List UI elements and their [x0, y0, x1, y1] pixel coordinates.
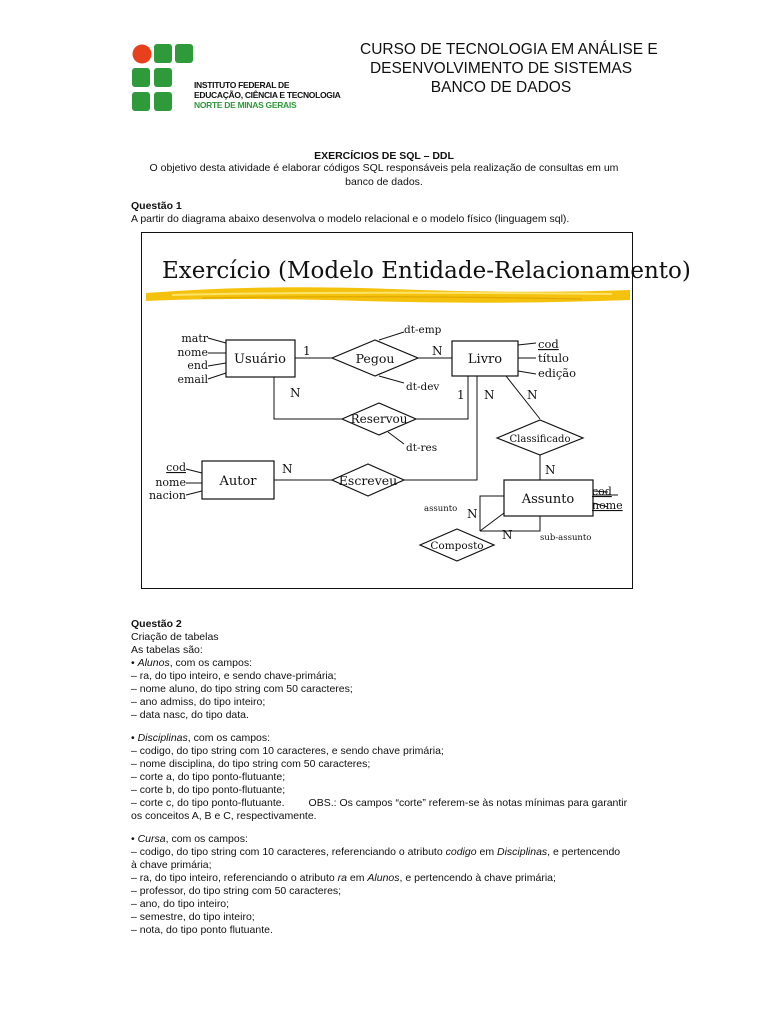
attr-autor-cod: cod [166, 461, 186, 474]
institution-line-2: EDUCAÇÃO, CIÊNCIA E TECNOLOGIA [194, 90, 341, 100]
disciplinas-field-4: – corte b, do tipo ponto-flutuante; [131, 784, 286, 796]
q2-line-2: As tabelas são: [131, 644, 203, 656]
course-heading [360, 40, 658, 97]
cursa-field-1-cont: à chave primária; [131, 859, 212, 871]
disciplinas-obs: OBS.: Os campos “corte” referem-se às notas mínimas para garantir [308, 797, 628, 809]
card-autor-escreveu: N [282, 462, 293, 476]
cursa-field-2: – ra, do tipo inteiro, referenciando o atributo ra em Alunos, e pertencendo à chave primária; [131, 872, 556, 884]
table-disciplinas-heading: • Disciplinas, com os campos: [131, 732, 271, 744]
q1-title: Questão 1 [131, 200, 182, 212]
exercise-title: EXERCÍCIOS DE SQL – DDL [314, 150, 454, 162]
card-livro-escreveu: N [484, 388, 495, 402]
disciplinas-field-2: – nome disciplina, do tipo string com 50 caracteres; [131, 758, 371, 770]
attr-livro-cod: cod [538, 337, 559, 351]
attr-autor-nacion: nacion [148, 489, 186, 502]
cursa-field-5: – semestre, do tipo inteiro; [131, 911, 255, 923]
card-assunto-composto: N [467, 507, 478, 521]
attr-usuario-matr: matr [181, 332, 208, 345]
attr-dt-res: dt-res [406, 442, 438, 454]
card-usuario-reservou: N [290, 386, 301, 400]
card-livro-classificado: N [527, 388, 538, 402]
disciplinas-field-5: – corte c, do tipo ponto-flutuante. OBS.: Os campos “corte” referem-se às notas mínimas para garantir [131, 797, 628, 809]
entity-livro-label: Livro [467, 352, 503, 367]
entity-usuario-label: Usuário [234, 352, 286, 367]
attr-livro-edicao: edição [538, 366, 577, 380]
entity-assunto-label: Assunto [521, 492, 575, 507]
attr-usuario-end: end [187, 359, 208, 372]
institution-line-1: INSTITUTO FEDERAL DE [194, 80, 290, 90]
objective-line-2: banco de dados. [345, 175, 423, 188]
disciplinas-field-3: – corte a, do tipo ponto-flutuante; [131, 771, 286, 783]
card-classificado-assunto: N [545, 463, 556, 477]
disciplinas-obs-2: os conceitos A, B e C, respectivamente. [131, 810, 317, 822]
cursa-field-3: – professor, do tipo string com 50 caracteres; [131, 885, 342, 897]
disciplinas-field-1: – codigo, do tipo string com 10 caracteres, e sendo chave primária; [131, 745, 444, 757]
role-sub-assunto: sub-assunto [540, 533, 592, 543]
alunos-field-1: – ra, do tipo inteiro, e sendo chave-primária; [131, 670, 337, 682]
institution-line-3: NORTE DE MINAS GERAIS [194, 100, 297, 110]
diagram-title: Exercício (Modelo Entidade-Relacionamento) [162, 258, 691, 284]
alunos-field-4: – data nasc, do tipo data. [131, 709, 249, 721]
rel-pegou-label: Pegou [355, 351, 395, 366]
q2-title: Questão 2 [131, 618, 182, 630]
attr-livro-titulo: título [538, 351, 569, 365]
institution-logo [132, 44, 362, 116]
cursa-field-6: – nota, do tipo ponto flutuante. [131, 924, 273, 936]
entity-autor-label: Autor [219, 474, 257, 489]
card-reservou-livro: 1 [457, 388, 465, 402]
attr-assunto-nome: nome [592, 499, 623, 512]
er-diagram [141, 232, 691, 589]
attr-dt-emp: dt-emp [404, 324, 442, 336]
attr-usuario-nome: nome [177, 346, 208, 359]
course-line-3: BANCO DE DADOS [430, 79, 572, 96]
course-line-2: DESENVOLVIMENTO DE SISTEMAS [369, 60, 633, 77]
card-pegou-livro: N [432, 344, 443, 358]
title-underline [146, 287, 630, 303]
cursa-field-1: – codigo, do tipo string com 10 caracteres, referenciando o atributo codigo em Disciplinas, e pertencendo [131, 846, 621, 858]
attr-autor-nome: nome [155, 476, 186, 489]
card-composto-sub: N [502, 528, 513, 542]
rel-reservou-label: Reservou [350, 412, 408, 426]
exercise-objective [140, 162, 628, 189]
q2-line-1: Criação de tabelas [131, 631, 219, 643]
role-assunto: assunto [424, 504, 458, 514]
rel-escreveu-label: Escreveu [338, 473, 398, 488]
card-usuario-pegou: 1 [303, 344, 311, 358]
objective-line-1: O objetivo desta atividade é elaborar códigos SQL responsáveis pela realização de consultas em um [149, 162, 619, 174]
alunos-field-2: – nome aluno, do tipo string com 50 caracteres; [131, 683, 353, 695]
table-name-disciplinas: Disciplinas [137, 732, 188, 744]
cursa-field-4: – ano, do tipo inteiro; [131, 898, 230, 910]
attr-dt-dev: dt-dev [406, 381, 440, 393]
attr-usuario-email: email [177, 373, 208, 386]
table-name-cursa: Cursa [137, 833, 166, 845]
table-alunos-heading: • Alunos, com os campos: [131, 657, 252, 669]
rel-classificado-label: Classificado [509, 434, 571, 445]
alunos-field-3: – ano admiss, do tipo inteiro; [131, 696, 266, 708]
rel-composto-label: Composto [430, 540, 484, 552]
attr-assunto-cod: cod [592, 485, 612, 498]
course-line-1: CURSO DE TECNOLOGIA EM ANÁLISE E [360, 41, 658, 58]
table-name-alunos: Alunos [137, 657, 170, 669]
logo-squares-icon [132, 44, 194, 116]
q1-text: A partir do diagrama abaixo desenvolva o modelo relacional e o modelo físico (linguagem sql). [131, 213, 570, 225]
table-cursa-heading: • Cursa, com os campos: [131, 833, 248, 845]
